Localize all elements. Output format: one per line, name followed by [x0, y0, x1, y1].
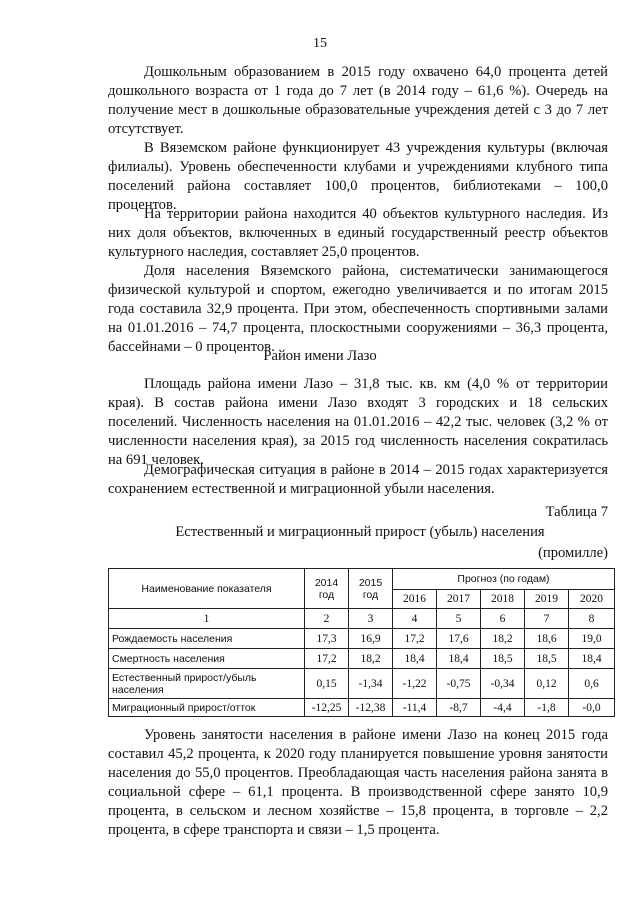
- header-year-2014: 2014 год: [305, 569, 349, 609]
- table-cell: -1,22: [393, 669, 437, 699]
- paragraph-cultural-heritage: На территории района находится 40 объектов культурного наследия. Из них доля объектов, включенных в единый государственный реестр объектов культурного наследия, составляет 25,0 процентов.: [108, 206, 608, 260]
- table-cell: -0,34: [481, 669, 525, 699]
- index-cell: 6: [481, 609, 525, 629]
- header-indicator-name: Наименование показателя: [109, 569, 305, 609]
- row-label: Естественный прирост/убыль населения: [109, 669, 305, 699]
- header-forecast-year: 2017: [437, 590, 481, 609]
- table-cell: -1,8: [525, 699, 569, 717]
- index-cell: 1: [109, 609, 305, 629]
- index-cell: 7: [525, 609, 569, 629]
- paragraph-demography: Демографическая ситуация в районе в 2014 – 2015 годах характеризуется сохранением естественной и миграционной убыли населения.: [108, 462, 608, 497]
- table-cell: 0,15: [305, 669, 349, 699]
- table-cell: 0,6: [569, 669, 615, 699]
- table-cell: -0,0: [569, 699, 615, 717]
- page-number: 15: [313, 36, 327, 51]
- paragraph-sport: Доля населения Вяземского района, систематически занимающегося физической культурой и спортом, ежегодно увеличивается и по итогам 2015 года составила 32,9 процента. При этом, обеспеченность спортивными залами на 01.01.2016 – 74,7 процента, плоскостными сооружениями – 36,3 процента, бассейнами – 0 процентов.: [108, 263, 608, 355]
- table-cell: 16,9: [349, 629, 393, 649]
- paragraph-employment: Уровень занятости населения в районе имени Лазо на конец 2015 года составил 45,2 процента, к 2020 году планируется повышение уровня занятости населения до 55,0 процентов. Преобладающая часть населения района занята в социальной сфере – 61,1 процента. В производственной сфере занято 10,9 процента, в сельском и лесном хозяйстве – 15,8 процента, в торговле – 2,2 процента, в сфере транспорта и связи – 1,5 процента.: [108, 727, 608, 838]
- table-cell: -11,4: [393, 699, 437, 717]
- table-cell: 0,12: [525, 669, 569, 699]
- table-cell: 18,2: [481, 629, 525, 649]
- table-cell: 18,2: [349, 649, 393, 669]
- section-heading: Район имени Лазо: [263, 348, 377, 364]
- index-cell: 5: [437, 609, 481, 629]
- table-cell: 17,6: [437, 629, 481, 649]
- table-row: [109, 699, 615, 717]
- table-cell: 18,5: [481, 649, 525, 669]
- table-unit: (промилле): [538, 545, 608, 561]
- table-cell: 17,3: [305, 629, 349, 649]
- table-cell: -0,75: [437, 669, 481, 699]
- header-forecast-year: 2018: [481, 590, 525, 609]
- index-cell: 3: [349, 609, 393, 629]
- paragraph-preschool: Дошкольным образованием в 2015 году охвачено 64,0 процента детей дошкольного возраста от 1 года до 7 лет (в 2014 году – 61,6 %). Очередь на получение мест в дошкольные образовательные учреждения детей с 3 до 7 лет отсутствует.: [108, 64, 608, 137]
- table-index-row: [109, 609, 615, 629]
- table-cell: 18,5: [525, 649, 569, 669]
- paragraph-culture-institutions: В Вяземском районе функционирует 43 учреждения культуры (включая филиалы). Уровень обеспеченности клубами и учреждениями клубного типа поселений района составляет 100,0 процентов, библиотеками – 100,0 процентов.: [108, 140, 608, 213]
- table-cell: -12,38: [349, 699, 393, 717]
- table-cell: -8,7: [437, 699, 481, 717]
- population-growth-table: [108, 568, 615, 717]
- index-cell: 4: [393, 609, 437, 629]
- table-cell: 18,6: [525, 629, 569, 649]
- table-row: [109, 669, 615, 699]
- table-cell: 18,4: [569, 649, 615, 669]
- header-forecast-year: 2020: [569, 590, 615, 609]
- row-label: Рождаемость населения: [109, 629, 305, 649]
- header-forecast-year: 2019: [525, 590, 569, 609]
- table-cell: 18,4: [393, 649, 437, 669]
- table-cell: -1,34: [349, 669, 393, 699]
- index-cell: 8: [569, 609, 615, 629]
- header-forecast-year: 2016: [393, 590, 437, 609]
- table-cell: 18,4: [437, 649, 481, 669]
- table-cell: 17,2: [393, 629, 437, 649]
- table-number-label: Таблица 7: [545, 504, 608, 520]
- index-cell: 2: [305, 609, 349, 629]
- table-cell: 19,0: [569, 629, 615, 649]
- table-caption: Естественный и миграционный прирост (убыль) населения: [175, 524, 545, 540]
- table-cell: 17,2: [305, 649, 349, 669]
- table-cell: -12,25: [305, 699, 349, 717]
- table-row: [109, 649, 615, 669]
- table-row: [109, 629, 615, 649]
- row-label: Смертность населения: [109, 649, 305, 669]
- row-label: Миграционный прирост/отток: [109, 699, 305, 717]
- table-cell: -4,4: [481, 699, 525, 717]
- header-forecast: Прогноз (по годам): [393, 569, 615, 590]
- header-year-2015: 2015 год: [349, 569, 393, 609]
- paragraph-lazo-area: Площадь района имени Лазо – 31,8 тыс. кв. км (4,0 % от территории края). В состав района имени Лазо входят 3 городских и 18 сельских поселений. Численность населения на 01.01.2016 – 42,2 тыс. человек (3,2 % от численности населения края), за 2015 год численность населения сократилась на 691 человек.: [108, 376, 608, 468]
